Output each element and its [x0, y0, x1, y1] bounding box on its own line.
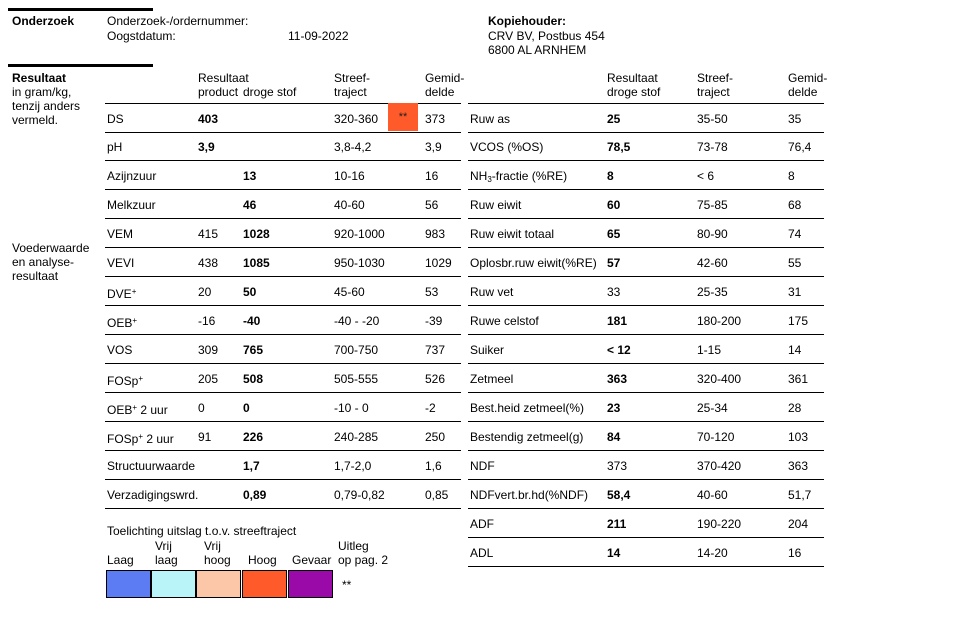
row-target: 10-16 — [334, 169, 365, 183]
row-target: 180-200 — [697, 314, 742, 328]
result-title: Resultaat — [12, 71, 67, 85]
table-row — [468, 364, 824, 393]
row-target: 3,8-4,2 — [334, 140, 372, 154]
row-average: 74 — [788, 227, 802, 241]
legend-label-low: Laag — [107, 553, 134, 567]
row-name: Zetmeel — [470, 372, 514, 386]
legend-marker: ** — [342, 578, 352, 592]
header-product: Resultaat product — [198, 71, 249, 99]
table-row — [105, 132, 461, 161]
row-name: DS — [107, 112, 124, 126]
row-product: 309 — [198, 343, 219, 357]
row-average: 250 — [425, 430, 446, 444]
table-row — [105, 248, 461, 277]
row-name: OEB+ — [107, 316, 138, 330]
row-average: 0,85 — [425, 488, 449, 502]
header-right-dry-matter: Resultaat droge stof — [607, 71, 661, 99]
row-dry: 0,89 — [243, 488, 267, 502]
result-rule — [8, 64, 153, 67]
row-average: 204 — [788, 517, 809, 531]
section-label: Onderzoek — [12, 14, 75, 28]
row-name: VEVI — [107, 256, 135, 270]
row-dry: 181 — [607, 314, 628, 328]
row-name: DVE+ — [107, 287, 137, 301]
row-average: 8 — [788, 169, 795, 183]
table-row — [468, 103, 824, 133]
row-name: NDF — [470, 459, 495, 473]
row-name: Structuurwaarde — [107, 459, 196, 473]
row-target: -10 - 0 — [334, 401, 369, 415]
row-name: Ruwe celstof — [470, 314, 539, 328]
table-row — [468, 277, 824, 306]
row-target: 190-220 — [697, 517, 742, 531]
harvest-date-value: 11-09-2022 — [288, 29, 349, 43]
row-target: 73-78 — [697, 140, 728, 154]
table-row — [105, 190, 461, 219]
row-dry: 46 — [243, 198, 257, 212]
row-average: 373 — [425, 112, 446, 126]
row-target: 920-1000 — [334, 227, 385, 241]
result-subtitle: in gram/kg, tenzij anders vermeld. — [12, 85, 81, 127]
row-dry: 508 — [243, 372, 264, 386]
row-target: 42-60 — [697, 256, 728, 270]
row-product: 3,9 — [198, 140, 215, 154]
row-name: VEM — [107, 227, 134, 241]
row-average: 14 — [788, 343, 802, 357]
row-dry: 226 — [243, 430, 264, 444]
row-target: 14-20 — [697, 546, 728, 560]
row-average: 76,4 — [788, 140, 812, 154]
row-dry: 50 — [243, 285, 257, 299]
row-name: $NH_3$-fractie (%RE) — [470, 169, 568, 184]
row-name: ADL — [470, 546, 494, 560]
legend-swatch-low — [106, 570, 151, 598]
table-row — [105, 277, 461, 306]
table-row — [468, 306, 824, 335]
table-row — [468, 451, 824, 480]
row-name: Azijnzuur — [107, 169, 157, 183]
harvest-date-label: Oogstdatum: — [107, 29, 176, 43]
row-dry: 78,5 — [607, 140, 631, 154]
row-average: 363 — [788, 459, 809, 473]
row-average: 361 — [788, 372, 809, 386]
legend-swatch-danger — [288, 570, 333, 598]
table-row — [105, 393, 461, 422]
row-dry: 25 — [607, 112, 621, 126]
row-average: -39 — [425, 314, 443, 328]
row-name: Oplosbr.ruw eiwit(%RE) — [470, 256, 597, 270]
row-product: 0 — [198, 401, 205, 415]
row-average: -2 — [425, 401, 436, 415]
row-target: 320-360 — [334, 112, 379, 126]
row-name: FOSp+ — [107, 374, 144, 388]
row-product: 403 — [198, 112, 219, 126]
table-row — [468, 219, 824, 248]
row-dry: 0 — [243, 401, 250, 415]
row-target: 25-35 — [697, 285, 728, 299]
row-dry: 65 — [607, 227, 621, 241]
legend-label-danger: Gevaar — [292, 553, 332, 567]
table-row — [468, 538, 824, 567]
table-row — [468, 393, 824, 422]
row-dry: 1085 — [243, 256, 270, 270]
row-name: VOS — [107, 343, 133, 357]
row-target: 950-1030 — [334, 256, 385, 270]
row-average: 28 — [788, 401, 802, 415]
row-average: 3,9 — [425, 140, 442, 154]
table-row — [105, 306, 461, 335]
row-target: 320-400 — [697, 372, 742, 386]
feed-value-title: Voederwaarde en analyse- resultaat — [12, 241, 90, 283]
row-name: Bestendig zetmeel(g) — [470, 430, 584, 444]
row-name: Ruw eiwit totaal — [470, 227, 555, 241]
holder-line-2: 6800 AL ARNHEM — [488, 43, 587, 57]
row-dry: 57 — [607, 256, 621, 270]
row-average: 175 — [788, 314, 809, 328]
table-row — [468, 335, 824, 364]
legend-label-fairly-high: Vrij hoog — [204, 539, 231, 567]
row-name: Ruw vet — [470, 285, 514, 299]
row-average: 16 — [425, 169, 439, 183]
row-dry: 363 — [607, 372, 628, 386]
row-product: 438 — [198, 256, 219, 270]
row-average: 35 — [788, 112, 802, 126]
row-average: 1,6 — [425, 459, 442, 473]
row-dry: 14 — [607, 546, 621, 560]
row-target: 1-15 — [697, 343, 722, 357]
table-row — [105, 161, 461, 190]
row-target: 1,7-2,0 — [334, 459, 372, 473]
legend-swatch-fairly-low — [151, 570, 196, 598]
row-name: Melkzuur — [107, 198, 156, 212]
table-row — [105, 219, 461, 248]
row-average: 56 — [425, 198, 439, 212]
row-target: 40-60 — [334, 198, 365, 212]
row-dry: 1,7 — [243, 459, 260, 473]
row-average: 737 — [425, 343, 446, 357]
header-right-average: Gemid- delde — [788, 71, 828, 99]
row-average: 103 — [788, 430, 809, 444]
row-dry: 58,4 — [607, 488, 631, 502]
row-average: 1029 — [425, 256, 452, 270]
row-target: 700-750 — [334, 343, 379, 357]
table-row — [468, 161, 824, 190]
table-row — [468, 480, 824, 509]
row-name: VCOS (%OS) — [470, 140, 544, 154]
table-row — [468, 248, 824, 277]
row-product: -16 — [198, 314, 216, 328]
row-target: 25-34 — [697, 401, 728, 415]
row-target: < 6 — [697, 169, 715, 183]
row-target: 505-555 — [334, 372, 379, 386]
holder-line-1: CRV BV, Postbus 454 — [488, 29, 605, 43]
top-rule-left — [8, 8, 153, 11]
row-name: pH — [107, 140, 123, 154]
row-dry: 60 — [607, 198, 621, 212]
table-row — [105, 451, 461, 480]
row-name: Ruw as — [470, 112, 511, 126]
row-target: 35-50 — [697, 112, 728, 126]
table-row — [105, 335, 461, 364]
row-dry: < 12 — [607, 343, 631, 357]
row-average: 16 — [788, 546, 802, 560]
row-name: Suiker — [470, 343, 505, 357]
row-average: 53 — [425, 285, 439, 299]
row-product: 415 — [198, 227, 219, 241]
table-row — [468, 190, 824, 219]
legend-title: Toelichting uitslag t.o.v. streeftraject — [107, 524, 297, 538]
header-right-target: Streef- traject — [697, 71, 734, 99]
status-badge-high: ** — [388, 103, 418, 131]
row-average: 526 — [425, 372, 446, 386]
header-dry-matter: droge stof — [243, 85, 297, 99]
row-dry: -40 — [243, 314, 261, 328]
row-target: 70-120 — [697, 430, 735, 444]
table-row — [105, 480, 461, 509]
row-average: 31 — [788, 285, 802, 299]
row-product: 91 — [198, 430, 212, 444]
row-dry: 13 — [243, 169, 257, 183]
holder-label: Kopiehouder: — [488, 14, 566, 28]
row-name: Ruw eiwit — [470, 198, 522, 212]
row-dry: 373 — [607, 459, 628, 473]
legend-explain-label: Uitleg op pag. 2 — [338, 539, 389, 567]
header-target: Streef- traject — [334, 71, 371, 99]
row-name: OEB+ 2 uur — [107, 403, 168, 417]
row-name: NDFvert.br.hd(%NDF) — [470, 488, 589, 502]
table-row — [105, 364, 461, 393]
row-name: Best.heid zetmeel(%) — [470, 401, 585, 415]
row-dry: 23 — [607, 401, 621, 415]
row-target: 80-90 — [697, 227, 728, 241]
row-name: FOSp+ 2 uur — [107, 432, 174, 446]
legend-label-high: Hoog — [248, 553, 277, 567]
row-product: 20 — [198, 285, 212, 299]
table-row — [468, 422, 824, 451]
table-row — [468, 509, 824, 538]
row-target: 370-420 — [697, 459, 742, 473]
row-dry: 84 — [607, 430, 621, 444]
row-average: 51,7 — [788, 488, 812, 502]
row-target: 240-285 — [334, 430, 379, 444]
legend-swatch-high — [242, 570, 287, 598]
row-target: 40-60 — [697, 488, 728, 502]
row-name: ADF — [470, 517, 494, 531]
row-average: 55 — [788, 256, 802, 270]
row-product: 205 — [198, 372, 219, 386]
row-dry: 211 — [607, 517, 627, 531]
row-target: 0,79-0,82 — [334, 488, 385, 502]
legend-swatch-fairly-high — [196, 570, 241, 598]
table-row — [468, 132, 824, 161]
row-target: -40 - -20 — [334, 314, 380, 328]
row-target: 75-85 — [697, 198, 728, 212]
order-number-label: Onderzoek-/ordernummer: — [107, 14, 249, 28]
header-average: Gemid- delde — [425, 71, 465, 99]
row-average: 983 — [425, 227, 446, 241]
legend-label-fairly-low: Vrij laag — [155, 539, 178, 567]
table-row — [105, 422, 461, 451]
row-dry: 33 — [607, 285, 621, 299]
row-average: 68 — [788, 198, 802, 212]
row-dry: 8 — [607, 169, 614, 183]
row-dry: 765 — [243, 343, 264, 357]
row-name: Verzadigingswrd. — [107, 488, 199, 502]
row-dry: 1028 — [243, 227, 270, 241]
row-target: 45-60 — [334, 285, 365, 299]
